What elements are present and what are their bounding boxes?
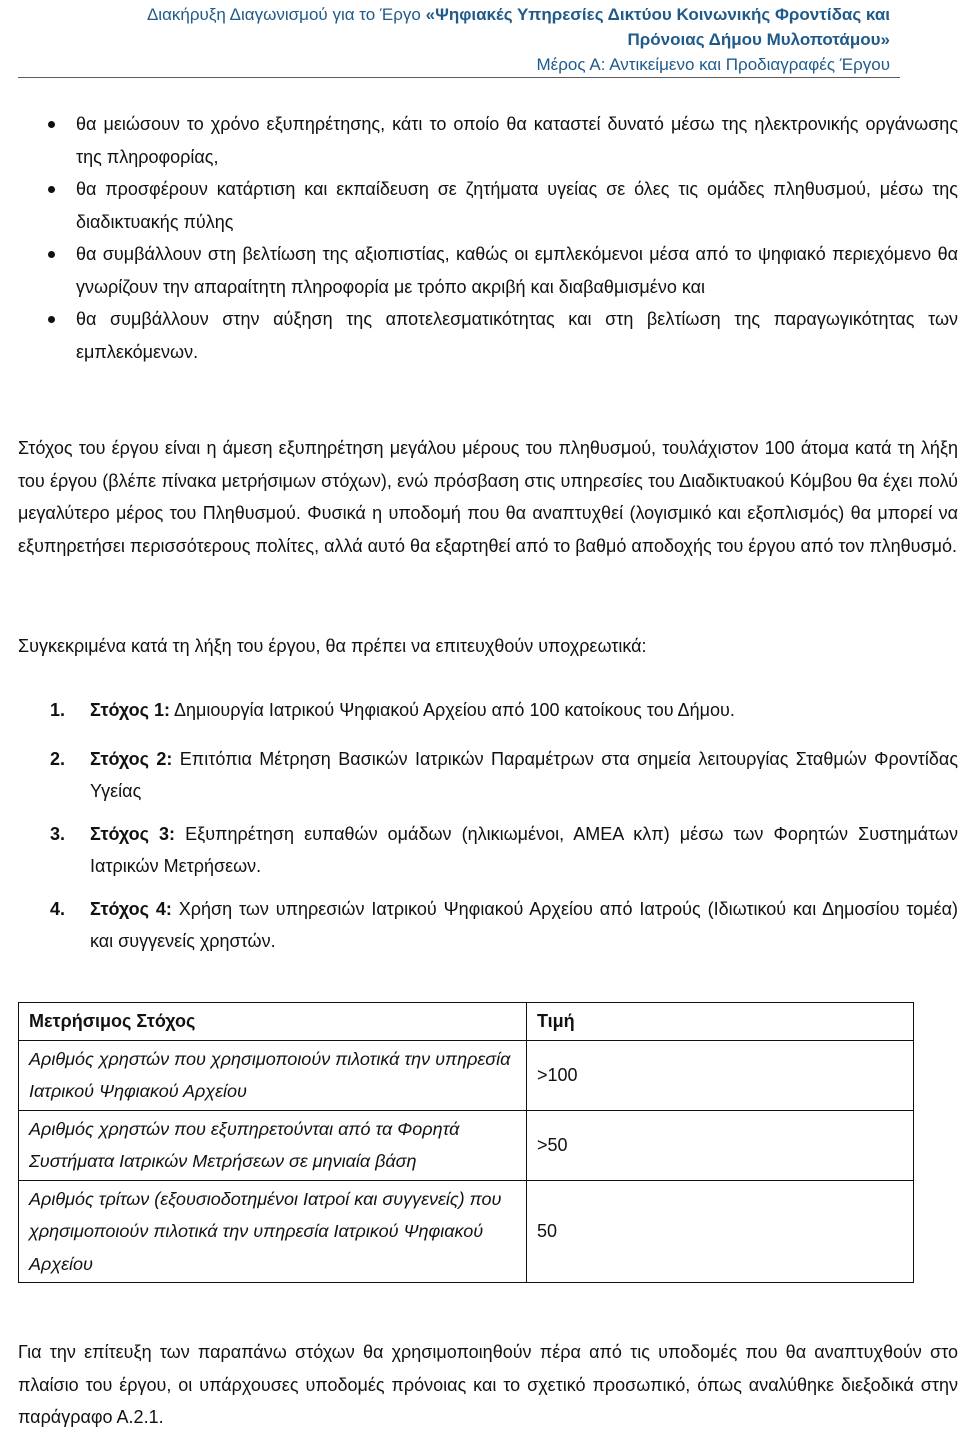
table-row <box>19 1180 914 1283</box>
measurable-goals-table <box>18 1002 914 1283</box>
header-title-prefix: Διακήρυξη Διαγωνισμού για το Έργο <box>146 5 421 24</box>
goals-list <box>50 694 958 958</box>
table-row <box>19 1110 914 1180</box>
table-row <box>19 1040 914 1110</box>
metric-cell: Αριθμός χρηστών που χρησιμοποιούν πιλοτικά την υπηρεσία Ιατρικού Ψηφιακού Αρχείου <box>19 1040 527 1110</box>
metric-cell: Αριθμός τρίτων (εξουσιοδοτημένοι Ιατροί και συγγενείς) που χρησιμοποιούν πιλοτικά την υπηρεσία Ιατρικού Ψηφιακού Αρχείου <box>19 1180 527 1283</box>
value-cell: 50 <box>527 1180 914 1283</box>
header-project-name: «Ψηφιακές Υπηρεσίες Δικτύου Κοινωνικής Φροντίδας και <box>425 5 890 24</box>
list-item: θα συμβάλλουν στην αύξηση της αποτελεσματικότητας και στη βελτίωση της παραγωγικότητας των εμπλεκόμενων. <box>40 303 958 368</box>
header-section: Μέρος Α: Αντικείμενο και Προδιαγραφές Έργου <box>536 55 890 74</box>
goal-item: 3. Στόχος 3: Εξυπηρέτηση ευπαθών ομάδων (ηλικιωμένοι, ΑΜΕΑ κλπ) μέσω των Φορητών Συστημάτων Ιατρικών Μετρήσεων. <box>50 823 958 876</box>
header-title-line1 <box>0 0 890 27</box>
bullet-icon <box>48 186 55 193</box>
table-header-row <box>19 1003 914 1041</box>
header-title-line2 <box>0 27 890 52</box>
bullet-icon <box>48 316 55 323</box>
list-item: θα συμβάλλουν στη βελτίωση της αξιοπιστίας, καθώς οι εμπλεκόμενοι μέσα από το ψηφιακό περιεχόμενο θα γνωρίζουν την απαραίτητη πληροφορία με τρόπο ακριβή και διαβαθμισμένο και <box>40 238 958 303</box>
benefits-list <box>40 108 958 368</box>
value-cell: >100 <box>527 1040 914 1110</box>
goal-item: 2. Στόχος 2: Επιτόπια Μέτρηση Βασικών Ιατρικών Παραμέτρων στα σημεία λειτουργίας Σταθμών Φροντίδας Υγείας <box>50 748 958 801</box>
value-cell: >50 <box>527 1110 914 1180</box>
column-header-value: Τιμή <box>527 1003 914 1041</box>
list-item: θα μειώσουν το χρόνο εξυπηρέτησης, κάτι το οποίο θα καταστεί δυνατό μέσω της ηλεκτρονικής οργάνωσης της πληροφορίας, <box>40 108 958 173</box>
header-divider <box>18 77 900 78</box>
bullet-icon <box>48 121 55 128</box>
project-goal-paragraph: Στόχος του έργου είναι η άμεση εξυπηρέτηση μεγάλου μέρους του πληθυσμού, τουλάχιστον 100 άτομα κατά τη λήξη του έργου (βλέπε πίνακα μετρήσιμων στόχων), ενώ πρόσβαση στις υπηρεσίες του Διαδικτυακού Κόμβου θα έχει πολύ μεγαλύτερο μέρος του Πληθυσμού. Φυσικά η υποδομή που θα αναπτυχθεί (λογισμικό και εξοπλισμός) θα μπορεί να εξυπηρετήσει περισσότερους πολίτες, αλλά αυτό θα εξαρτηθεί από το βαθμό αποδοχής του έργου από τον πληθυσμό. <box>18 438 958 556</box>
goal-item: 4. Στόχος 4: Χρήση των υπηρεσιών Ιατρικού Ψηφιακού Αρχείου από Ιατρούς (Ιδιωτικού και Δημοσίου τομέα) και συγγενείς χρηστών. <box>50 898 958 951</box>
bullet-icon <box>48 251 55 258</box>
goal-item: 1. Στόχος 1: Δημιουργία Ιατρικού Ψηφιακού Αρχείου από 100 κατοίκους του Δήμου. <box>50 700 735 720</box>
goals-intro: Συγκεκριμένα κατά τη λήξη του έργου, θα πρέπει να επιτευχθούν υποχρεωτικά: <box>18 636 647 656</box>
page-header <box>0 0 960 76</box>
column-header-metric: Μετρήσιμος Στόχος <box>19 1003 527 1041</box>
list-item: θα προσφέρουν κατάρτιση και εκπαίδευση σε ζητήματα υγείας σε όλες τις ομάδες πληθυσμού, μέσω της διαδικτυακής πύλης <box>40 173 958 238</box>
closing-paragraph: Για την επίτευξη των παραπάνω στόχων θα χρησιμοποιηθούν πέρα από τις υποδομές που θα αναπτυχθούν στο πλαίσιο του έργου, οι υπάρχουσες υποδομές πρόνοιας και το σχετικό προσωπικό, όπως αναλύθηκε διεξοδικά στην παράγραφο Α.2.1. <box>18 1342 958 1427</box>
metric-cell: Αριθμός χρηστών που εξυπηρετούνται από τα Φορητά Συστήματα Ιατρικών Μετρήσεων σε μηνιαία βάση <box>19 1110 527 1180</box>
header-project-name-cont: Πρόνοιας Δήμου Μυλοποτάμου» <box>627 30 890 49</box>
